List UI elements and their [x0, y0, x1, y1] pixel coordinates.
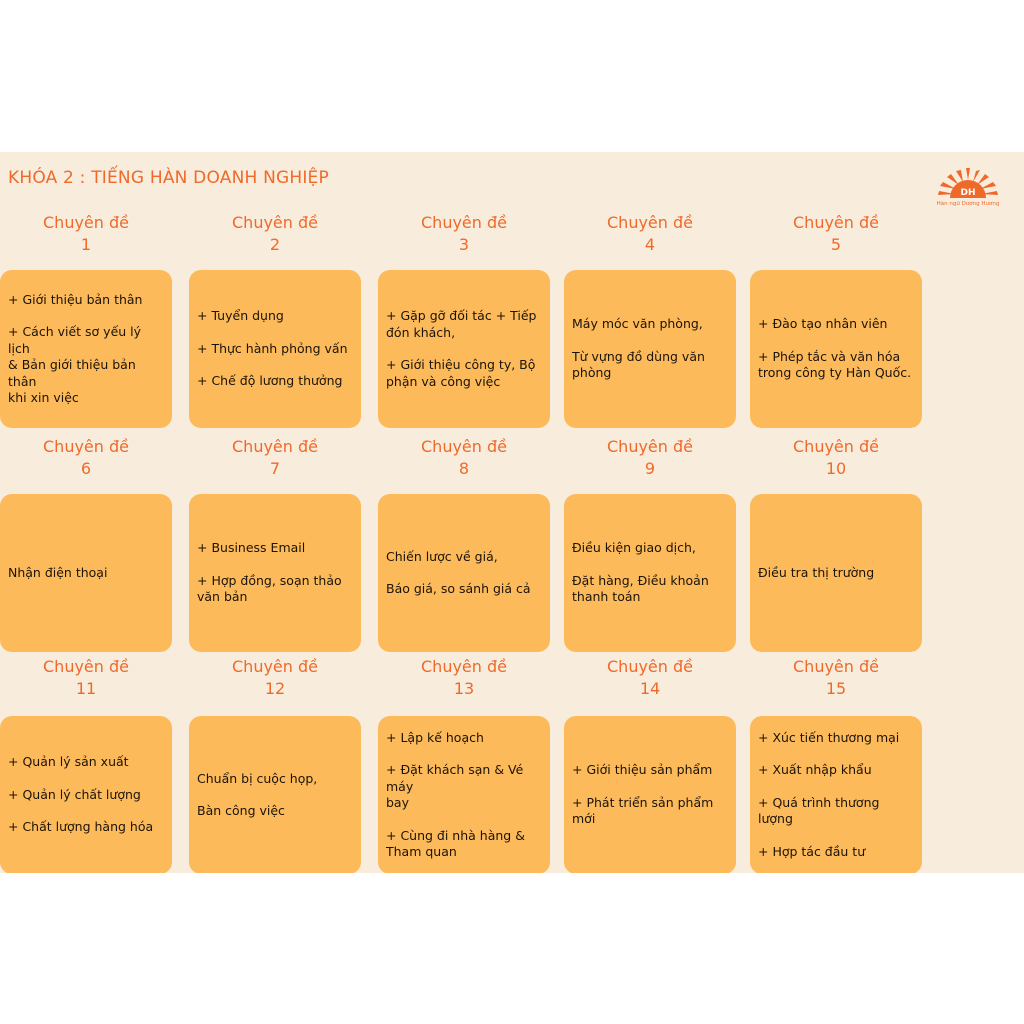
topic-item: + Quản lý chất lượng	[8, 786, 141, 802]
topic-item: + Hợp tác đầu tư	[758, 843, 866, 859]
topic-label: Chuyên đề	[43, 657, 129, 676]
topic-item: Nhận điện thoại	[8, 564, 108, 580]
topic-card-5	[750, 270, 922, 428]
topic-heading-13	[378, 656, 550, 700]
topic-label: Chuyên đề	[43, 213, 129, 232]
topic-item: + Hợp đồng, soạn thảo văn bản	[197, 572, 342, 605]
topic-card-11	[0, 716, 172, 873]
topic-card-10	[750, 494, 922, 652]
topic-item: + Quá trình thương lượng	[758, 794, 880, 827]
topic-heading-4	[564, 212, 736, 256]
topic-item: + Giới thiệu sản phẩm	[572, 762, 713, 778]
topic-card-6	[0, 494, 172, 652]
brand-logo	[936, 164, 1000, 212]
topic-number: 5	[830, 235, 842, 254]
sun-logo-icon	[936, 164, 1000, 204]
topic-card-14	[564, 716, 736, 873]
topic-item: + Cách viết sơ yếu lý lịch & Bản giới thiệu bản thân khi xin việc	[8, 324, 142, 405]
topic-heading-9	[564, 436, 736, 480]
topic-heading-7	[189, 436, 361, 480]
topic-heading-12	[189, 656, 361, 700]
topic-card-1	[0, 270, 172, 428]
topic-number: 4	[644, 235, 656, 254]
topic-label: Chuyên đề	[232, 213, 318, 232]
topic-number: 11	[75, 679, 97, 698]
topic-heading-15	[750, 656, 922, 700]
topic-label: Chuyên đề	[607, 437, 693, 456]
topic-item: + Thực hành phỏng vấn	[197, 340, 348, 356]
topic-heading-6	[0, 436, 172, 480]
topic-item: + Chất lượng hàng hóa	[8, 819, 154, 835]
topic-item: + Xúc tiến thương mại	[758, 729, 900, 745]
topic-heading-14	[564, 656, 736, 700]
topic-label: Chuyên đề	[607, 657, 693, 676]
topic-item: + Chế độ lương thưởng	[197, 373, 343, 389]
topic-item: + Business Email	[197, 540, 306, 556]
topic-heading-1	[0, 212, 172, 256]
topic-item: Đặt hàng, Điều khoản thanh toán	[572, 572, 709, 605]
topic-item: + Đặt khách sạn & Vé máy bay	[386, 762, 524, 810]
topic-item: Chuẩn bị cuộc họp,	[197, 770, 318, 786]
topic-number: 2	[269, 235, 281, 254]
topic-label: Chuyên đề	[232, 437, 318, 456]
topic-item: + Tuyển dụng	[197, 308, 284, 324]
topic-number: 14	[639, 679, 661, 698]
topic-label: Chuyên đề	[421, 657, 507, 676]
topic-item: Điều tra thị trường	[758, 564, 875, 580]
topic-item: + Lập kế hoạch	[386, 729, 484, 745]
topic-label: Chuyên đề	[232, 657, 318, 676]
topic-card-12	[189, 716, 361, 873]
topic-item: Bàn công việc	[197, 803, 285, 818]
topic-heading-8	[378, 436, 550, 480]
topic-item: + Đào tạo nhân viên	[758, 316, 888, 332]
topic-number: 10	[825, 459, 847, 478]
topic-item: + Xuất nhập khẩu	[758, 762, 872, 778]
topic-item: + Quản lý sản xuất	[8, 754, 129, 770]
topic-heading-11	[0, 656, 172, 700]
topic-heading-3	[378, 212, 550, 256]
topic-item: Máy móc văn phòng,	[572, 316, 703, 332]
topic-number: 1	[80, 235, 92, 254]
topic-item: Chiến lược về giá,	[386, 548, 498, 564]
topic-item: Điều kiện giao dịch,	[572, 540, 696, 556]
topic-card-13	[378, 716, 550, 873]
topic-number: 12	[264, 679, 286, 698]
topic-number: 15	[825, 679, 847, 698]
topic-card-4	[564, 270, 736, 428]
topic-item: + Giới thiệu bản thân	[8, 291, 143, 307]
topic-label: Chuyên đề	[793, 657, 879, 676]
logo-caption: Hàn ngữ Dương Hương	[936, 201, 1000, 207]
topic-number: 7	[269, 459, 281, 478]
topic-card-7	[189, 494, 361, 652]
course-panel	[0, 152, 1024, 873]
topic-card-2	[189, 270, 361, 428]
topic-card-15	[750, 716, 922, 873]
course-title: KHÓA 2 : TIẾNG HÀN DOANH NGHIỆP	[8, 168, 329, 188]
topic-number: 8	[458, 459, 470, 478]
topic-item: + Cùng đi nhà hàng & Tham quan	[386, 827, 525, 859]
topic-number: 13	[453, 679, 475, 698]
topic-number: 3	[458, 235, 470, 254]
topic-label: Chuyên đề	[793, 213, 879, 232]
topic-item: + Phép tắc và văn hóa trong công ty Hàn Quốc.	[758, 348, 912, 381]
topic-label: Chuyên đề	[421, 437, 507, 456]
topic-label: Chuyên đề	[607, 213, 693, 232]
topic-item: Báo giá, so sánh giá cả	[386, 581, 531, 596]
topic-item: + Gặp gỡ đối tác + Tiếp đón khách,	[386, 308, 537, 340]
topic-card-9	[564, 494, 736, 652]
topic-label: Chuyên đề	[421, 213, 507, 232]
topic-heading-2	[189, 212, 361, 256]
topic-item: Từ vựng đồ dùng văn phòng	[572, 348, 705, 381]
topic-number: 9	[644, 459, 656, 478]
topic-item: + Phát triển sản phẩm mới	[572, 794, 714, 827]
topic-card-3	[378, 270, 550, 428]
topic-heading-10	[750, 436, 922, 480]
topic-label: Chuyên đề	[43, 437, 129, 456]
topic-card-8	[378, 494, 550, 652]
topic-number: 6	[80, 459, 92, 478]
topic-label: Chuyên đề	[793, 437, 879, 456]
topic-heading-5	[750, 212, 922, 256]
logo-mark: DH	[960, 188, 976, 198]
topic-item: + Giới thiệu công ty, Bộ phận và công việc	[386, 357, 536, 389]
